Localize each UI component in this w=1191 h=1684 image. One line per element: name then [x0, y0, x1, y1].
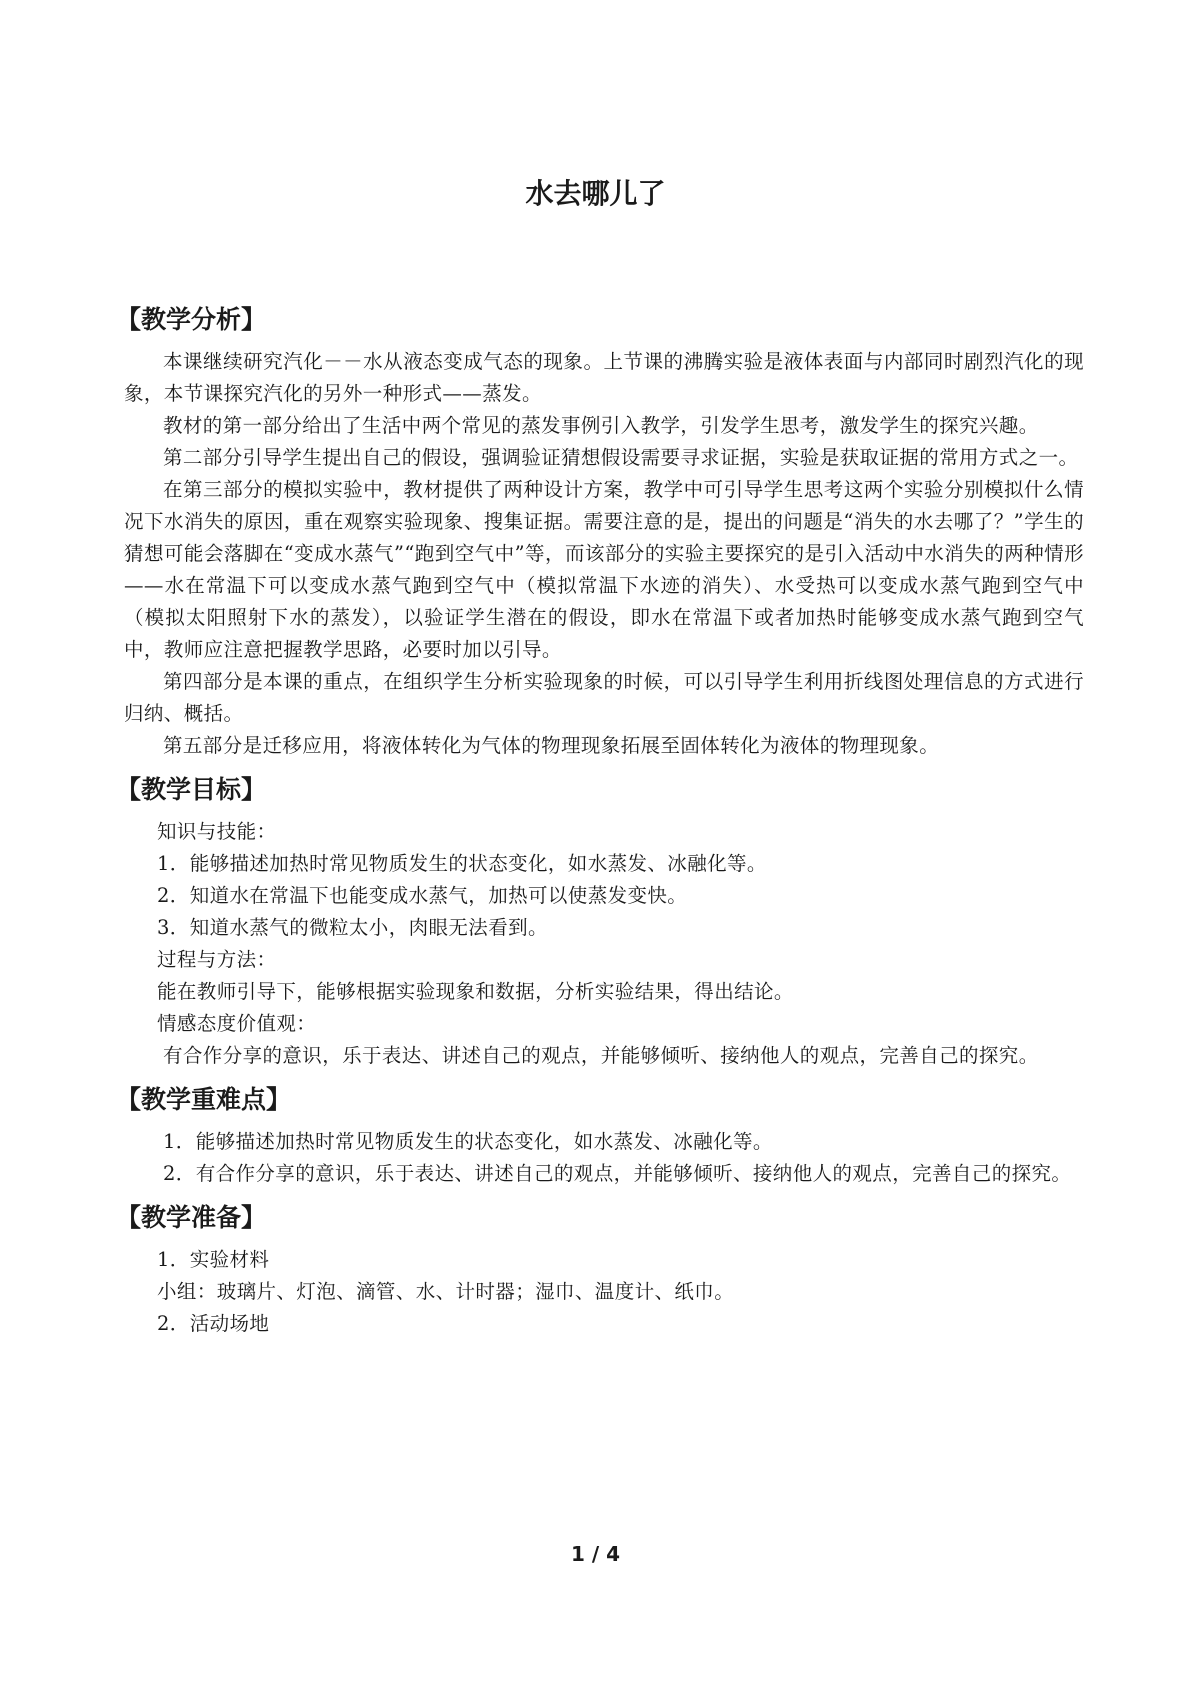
preparation-line: 1．实验材料 — [157, 1248, 270, 1271]
analysis-paragraph: 本课继续研究汽化－－水从液态变成气态的现象。上节课的沸腾实验是液体表面与内部同时剧烈汽化的现象，本节课探究汽化的另外一种形式——蒸发。 — [124, 350, 1084, 405]
document-content — [116, 300, 1084, 1340]
analysis-paragraph: 第五部分是迁移应用，将液体转化为气体的物理现象拓展至固体转化为液体的物理现象。 — [163, 734, 940, 757]
document-title: 水去哪儿了 — [525, 177, 666, 210]
analysis-paragraph: 第二部分引导学生提出自己的假设，强调验证猜想假设需要寻求证据，实验是获取证据的常用方式之一。 — [163, 446, 1079, 469]
section-heading-objectives: 【教学目标】 — [116, 775, 267, 804]
objective-line: 知识与技能： — [157, 820, 277, 843]
objective-line: 情感态度价值观： — [157, 1012, 317, 1035]
analysis-paragraph: 教材的第一部分给出了生活中两个常见的蒸发事例引入教学，引发学生思考，激发学生的探究兴趣。 — [163, 414, 1039, 437]
section-key-points — [116, 1080, 1084, 1190]
section-heading-key-points: 【教学重难点】 — [116, 1085, 292, 1114]
section-heading-preparation: 【教学准备】 — [116, 1203, 267, 1232]
key-point-paragraph: 1．能够描述加热时常见物质发生的状态变化，如水蒸发、冰融化等。 — [163, 1130, 773, 1153]
section-teaching-objectives — [116, 770, 1084, 1072]
analysis-paragraph: 第四部分是本课的重点，在组织学生分析实验现象的时候，可以引导学生利用折线图处理信息的方式进行归纳、概括。 — [124, 670, 1084, 725]
section-teaching-analysis — [116, 300, 1084, 762]
objective-paragraph: 有合作分享的意识，乐于表达、讲述自己的观点，并能够倾听、接纳他人的观点，完善自己的探究。 — [163, 1044, 1039, 1067]
objective-line: 过程与方法： — [157, 948, 277, 971]
page-number: 1 / 4 — [570, 1542, 621, 1566]
preparation-line: 2．活动场地 — [157, 1312, 270, 1335]
key-point-paragraph: 2．有合作分享的意识，乐于表达、讲述自己的观点，并能够倾听、接纳他人的观点，完善自己的探究。 — [163, 1162, 1072, 1185]
objective-line: 3．知道水蒸气的微粒太小，肉眼无法看到。 — [157, 916, 548, 939]
analysis-paragraph: 在第三部分的模拟实验中，教材提供了两种设计方案，教学中可引导学生思考这两个实验分别模拟什么情况下水消失的原因，重在观察实验现象、搜集证据。需要注意的是，提出的问题是“消失的水去哪了？”学生的猜想可能会落脚在“变成水蒸气”“跑到空气中”等，而该部分的实验主要探究的是引入活动中水消失的两种情形——水在常温下可以变成水蒸气跑到空气中（模拟常温下水迹的消失）、水受热可以变成水蒸气跑到空气中（模拟太阳照射下水的蒸发），以验证学生潜在的假设，即水在常温下或者加热时能够变成水蒸气跑到空气中，教师应注意把握教学思路，必要时加以引导。 — [124, 478, 1084, 661]
preparation-line: 小组：玻璃片、灯泡、滴管、水、计时器；湿巾、温度计、纸巾。 — [157, 1280, 735, 1303]
objective-line: 1．能够描述加热时常见物质发生的状态变化，如水蒸发、冰融化等。 — [157, 852, 767, 875]
objective-line: 能在教师引导下，能够根据实验现象和数据，分析实验结果，得出结论。 — [157, 980, 794, 1003]
objective-line: 2．知道水在常温下也能变成水蒸气，加热可以使蒸发变快。 — [157, 884, 688, 907]
section-preparation — [116, 1198, 1084, 1340]
section-heading-analysis: 【教学分析】 — [116, 305, 267, 334]
